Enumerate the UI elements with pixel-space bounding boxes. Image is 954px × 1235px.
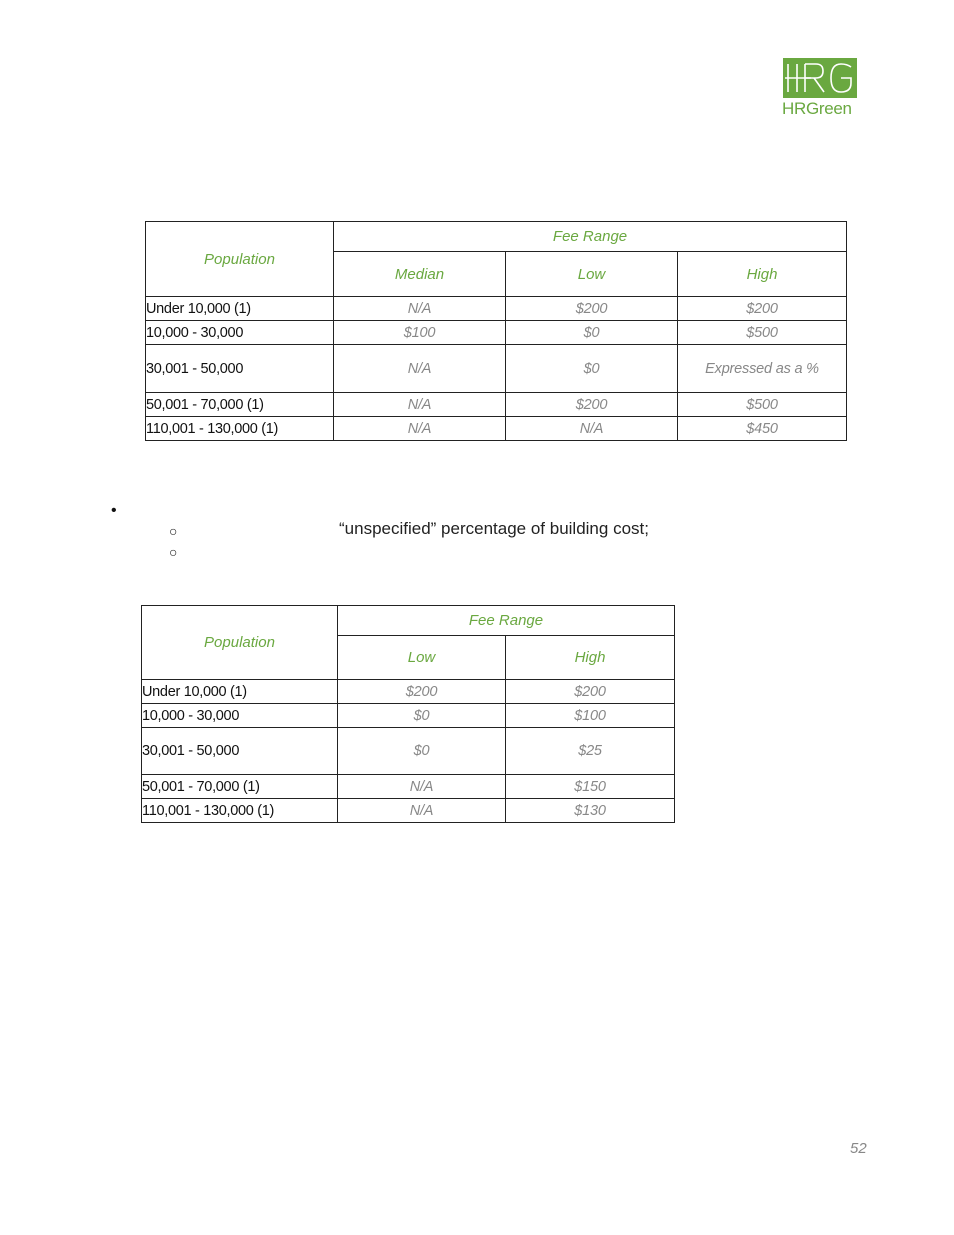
median-cell: N/A xyxy=(334,393,506,417)
high-cell: $500 xyxy=(678,321,847,345)
table-row xyxy=(146,417,847,441)
table-row xyxy=(146,345,847,393)
median-cell: N/A xyxy=(334,297,506,321)
population-header: Population xyxy=(142,606,338,680)
sub-bullet-text: “unspecified” percentage of building cost; xyxy=(339,519,649,538)
high-column-header: High xyxy=(506,636,675,680)
table-row xyxy=(142,728,675,775)
page-number: 52 xyxy=(850,1140,867,1157)
population-cell: 30,001 - 50,000 xyxy=(146,345,334,393)
hrg-logo-mark xyxy=(783,58,857,98)
table-row xyxy=(146,321,847,345)
median-cell: N/A xyxy=(334,417,506,441)
population-cell: 50,001 - 70,000 (1) xyxy=(142,775,338,799)
population-cell: Under 10,000 (1) xyxy=(142,680,338,704)
hrgreen-logo xyxy=(782,58,858,120)
low-cell: N/A xyxy=(506,417,678,441)
low-cell: $200 xyxy=(506,393,678,417)
high-column-header: High xyxy=(678,252,847,297)
high-cell: $500 xyxy=(678,393,847,417)
table-row xyxy=(142,799,675,823)
population-cell: Under 10,000 (1) xyxy=(146,297,334,321)
low-cell: $200 xyxy=(338,680,506,704)
table-row xyxy=(142,704,675,728)
high-cell: $100 xyxy=(506,704,675,728)
low-cell: $200 xyxy=(506,297,678,321)
fee-range-header: Fee Range xyxy=(334,222,847,252)
table-row xyxy=(142,775,675,799)
population-cell: 110,001 - 130,000 (1) xyxy=(142,799,338,823)
low-cell: $0 xyxy=(338,704,506,728)
logo-wordmark: HRGreen xyxy=(782,99,852,118)
high-cell: $25 xyxy=(506,728,675,775)
low-cell: $0 xyxy=(506,321,678,345)
fee-table-median xyxy=(145,221,847,441)
high-cell: $130 xyxy=(506,799,675,823)
median-column-header: Median xyxy=(334,252,506,297)
low-cell: $0 xyxy=(506,345,678,393)
high-cell: Expressed as a % xyxy=(678,345,847,393)
table-row xyxy=(142,680,675,704)
population-cell: 10,000 - 30,000 xyxy=(146,321,334,345)
population-cell: 50,001 - 70,000 (1) xyxy=(146,393,334,417)
sub-bullet-marker: ○ xyxy=(169,523,178,539)
high-cell: $200 xyxy=(678,297,847,321)
population-cell: 10,000 - 30,000 xyxy=(142,704,338,728)
table-row xyxy=(146,297,847,321)
bullet-marker: • xyxy=(111,502,117,519)
low-column-header: Low xyxy=(506,252,678,297)
population-header: Population xyxy=(146,222,334,297)
low-cell: $0 xyxy=(338,728,506,775)
high-cell: $450 xyxy=(678,417,847,441)
fee-table-low-high xyxy=(141,605,675,823)
high-cell: $150 xyxy=(506,775,675,799)
median-cell: $100 xyxy=(334,321,506,345)
population-cell: 110,001 - 130,000 (1) xyxy=(146,417,334,441)
median-cell: N/A xyxy=(334,345,506,393)
table-row xyxy=(146,393,847,417)
low-cell: N/A xyxy=(338,775,506,799)
population-cell: 30,001 - 50,000 xyxy=(142,728,338,775)
low-column-header: Low xyxy=(338,636,506,680)
fee-range-header: Fee Range xyxy=(338,606,675,636)
high-cell: $200 xyxy=(506,680,675,704)
sub-bullet-marker: ○ xyxy=(169,544,178,560)
low-cell: N/A xyxy=(338,799,506,823)
